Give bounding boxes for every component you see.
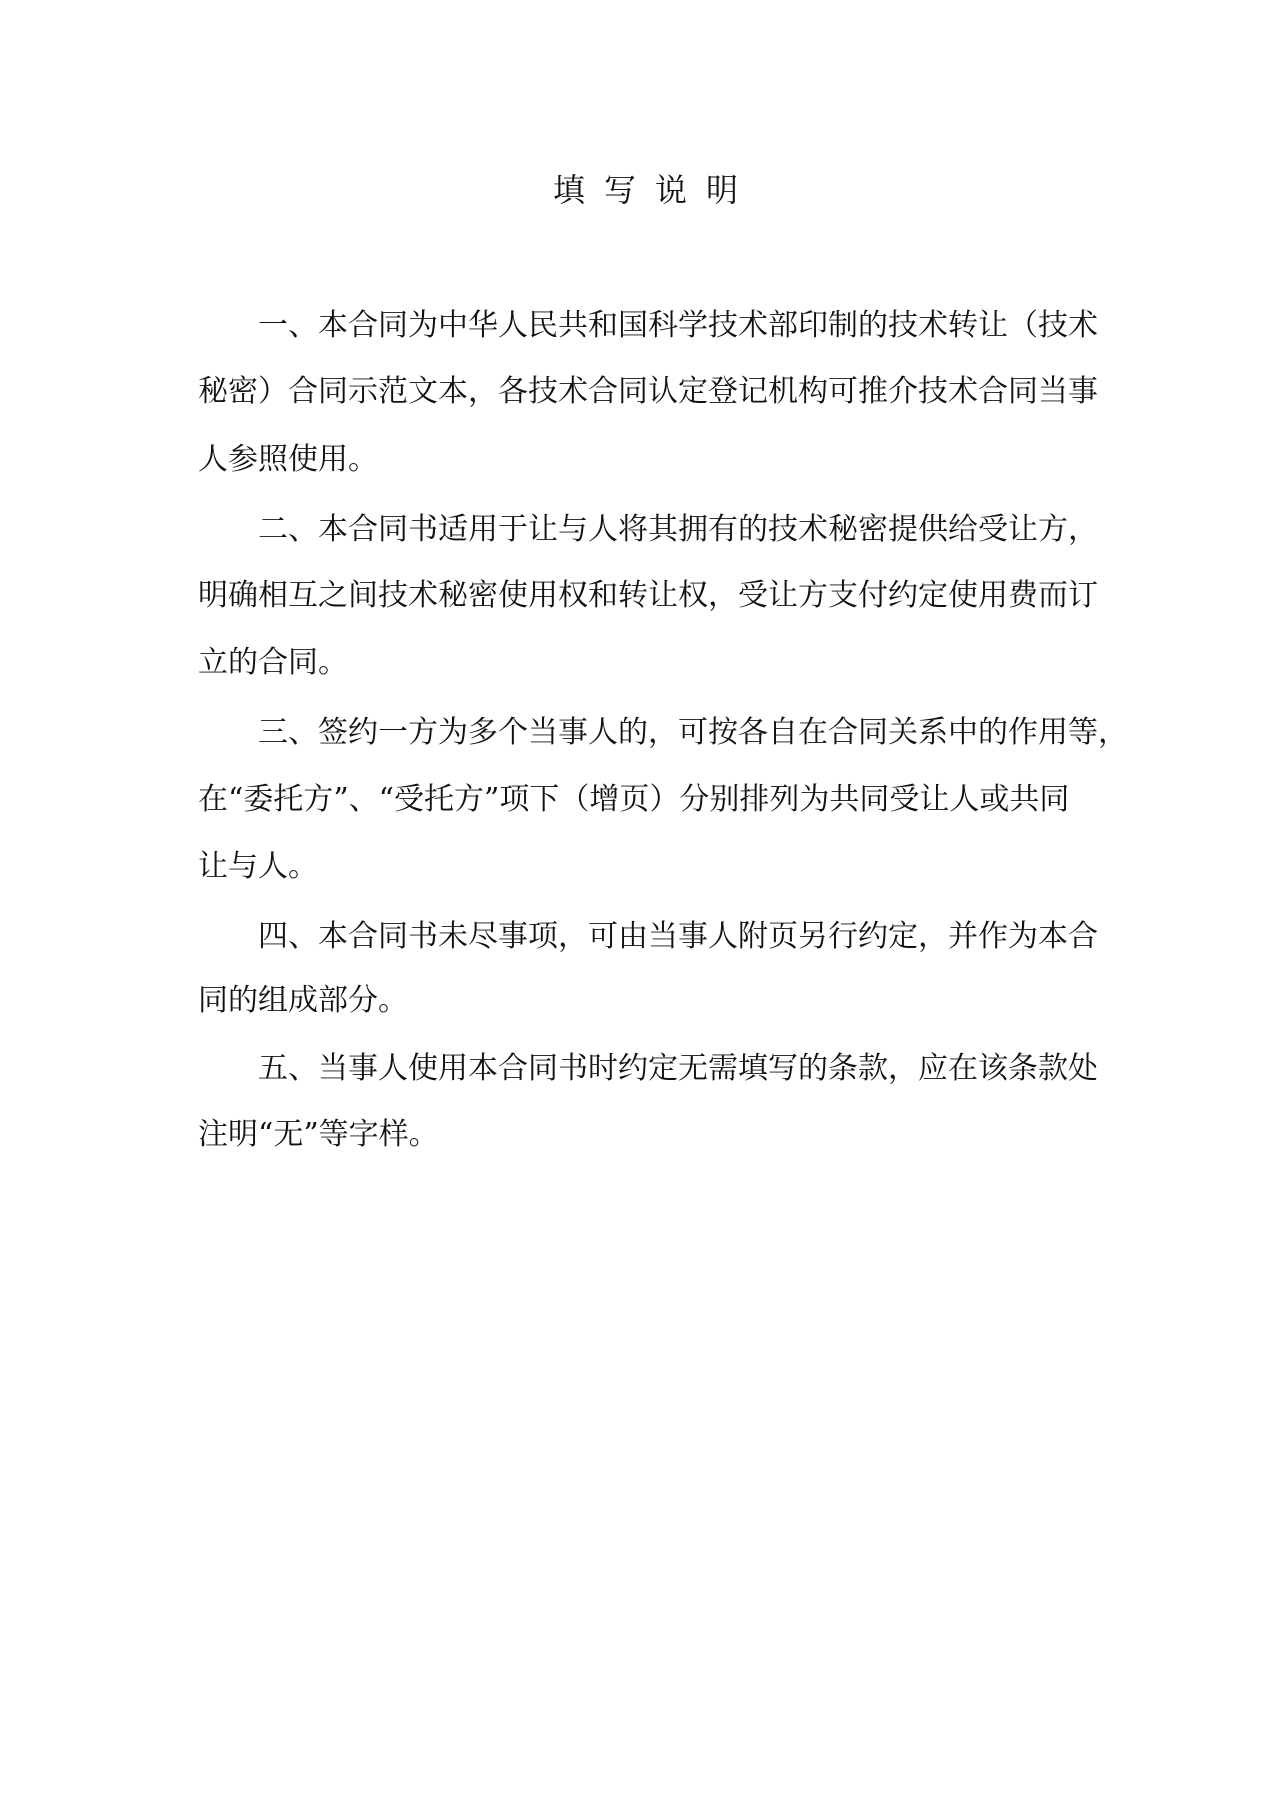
paragraph-4-line-2: 同的组成部分。 [198,983,408,1018]
paragraph-5-line-2: 注明“无”等字样。 [198,1117,439,1152]
paragraph-1-line-1: 一、本合同为中华人民共和国科学技术部印制的技术转让（技术 [258,308,1098,343]
paragraph-2-line-1: 二、本合同书适用于让与人将其拥有的技术秘密提供给受让方， [258,512,1098,547]
paragraph-3-line-1: 三、签约一方为多个当事人的，可按各自在合同关系中的作用等， [258,715,1128,750]
paragraph-3-line-2: 在“委托方”、“受托方”项下（增页）分别排列为共同受让人或共同 [198,782,1070,817]
paragraph-1-line-3: 人参照使用。 [198,442,378,477]
paragraph-5-line-1: 五、当事人使用本合同书时约定无需填写的条款，应在该条款处 [258,1051,1098,1086]
paragraph-4-line-1: 四、本合同书未尽事项，可由当事人附页另行约定，并作为本合 [258,919,1098,954]
paragraph-2-line-3: 立的合同。 [198,645,348,680]
page-title: 填写说明 [553,171,758,209]
paragraph-1-line-2: 秘密）合同示范文本，各技术合同认定登记机构可推介技术合同当事 [198,374,1098,409]
paragraph-3-line-3: 让与人。 [198,849,318,884]
paragraph-2-line-2: 明确相互之间技术秘密使用权和转让权，受让方支付约定使用费而订 [198,578,1098,613]
